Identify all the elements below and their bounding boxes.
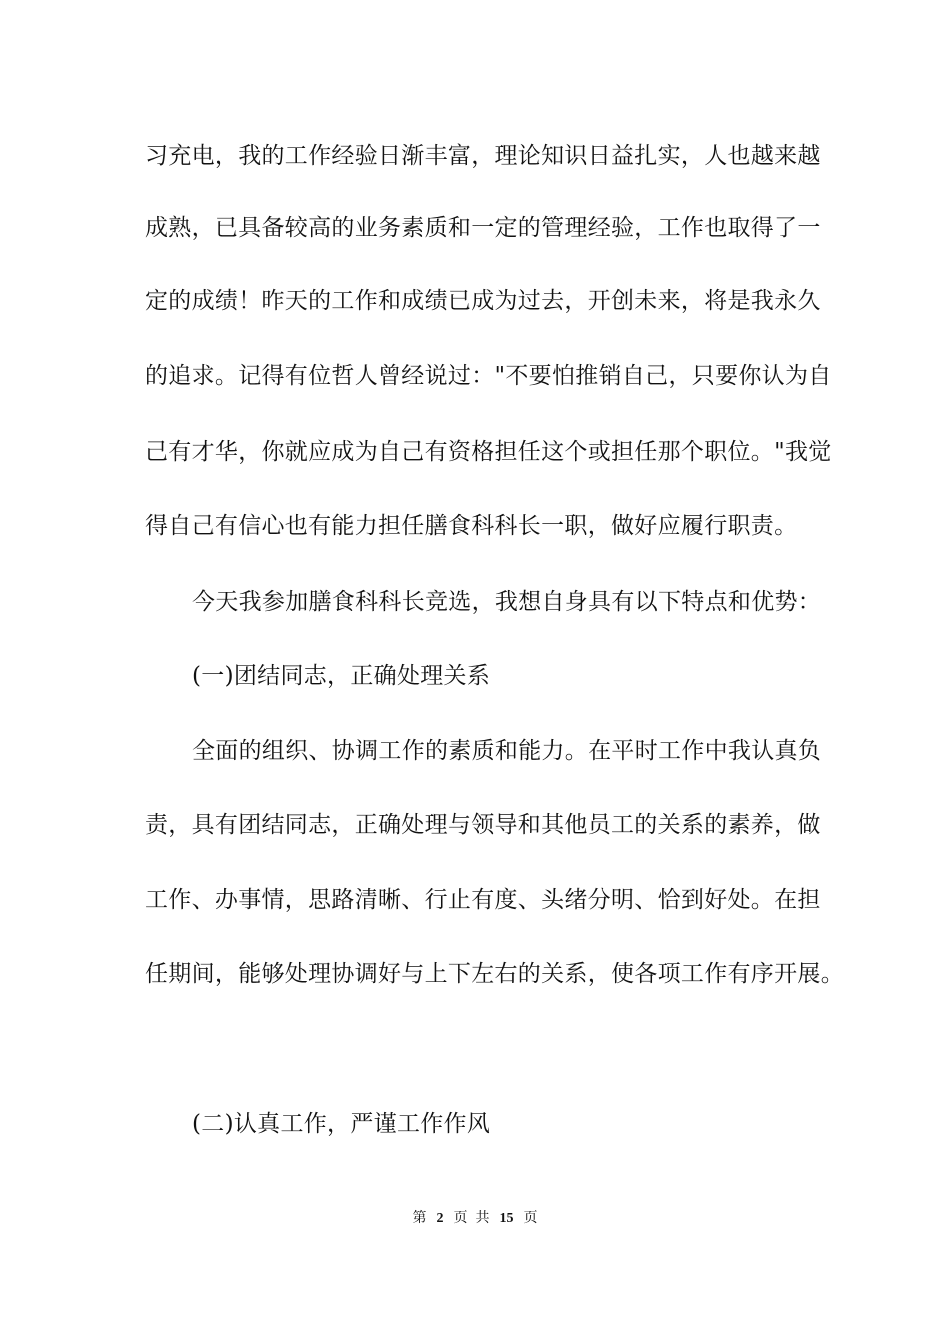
- section-heading: (一)团结同志，正确处理关系: [192, 663, 491, 689]
- paragraph-line: 己有才华，你就应成为自己有资格担任这个或担任那个职位。"我觉: [145, 439, 832, 465]
- paragraph-line: 工作、办事情，思路清晰、行止有度、头绪分明、恰到好处。在担: [145, 887, 821, 913]
- footer-page-word: 页: [453, 1210, 468, 1226]
- paragraph-line: 任期间，能够处理协调好与上下左右的关系，使各项工作有序开展。: [145, 961, 844, 987]
- section-heading: (二)认真工作，严谨工作作风: [192, 1111, 491, 1137]
- paragraph-line: 的追求。记得有位哲人曾经说过："不要怕推销自己，只要你认为自: [145, 363, 832, 389]
- paragraph-line: 责，具有团结同志，正确处理与领导和其他员工的关系的素养，做: [145, 812, 821, 838]
- paragraph-line: 成熟，已具备较高的业务素质和一定的管理经验，工作也取得了一: [145, 215, 821, 241]
- footer-total-pages: 15: [499, 1211, 514, 1226]
- paragraph-line: 全面的组织、协调工作的素质和能力。在平时工作中我认真负: [192, 738, 822, 764]
- paragraph-line: 定的成绩！昨天的工作和成绩已成为过去，开创未来，将是我永久: [145, 288, 821, 314]
- footer-prefix: 第: [412, 1210, 427, 1226]
- paragraph-line: 习充电，我的工作经验日渐丰富，理论知识日益扎实，人也越来越: [145, 143, 821, 169]
- paragraph-line: 得自己有信心也有能力担任膳食科科长一职，做好应履行职责。: [145, 513, 798, 539]
- page-footer: [0, 1208, 950, 1229]
- footer-total-word: 共: [475, 1210, 490, 1226]
- footer-page-number: 2: [436, 1211, 444, 1226]
- paragraph-line: 今天我参加膳食科科长竞选，我想自身具有以下特点和优势：: [192, 589, 822, 615]
- footer-suffix: 页: [523, 1210, 538, 1226]
